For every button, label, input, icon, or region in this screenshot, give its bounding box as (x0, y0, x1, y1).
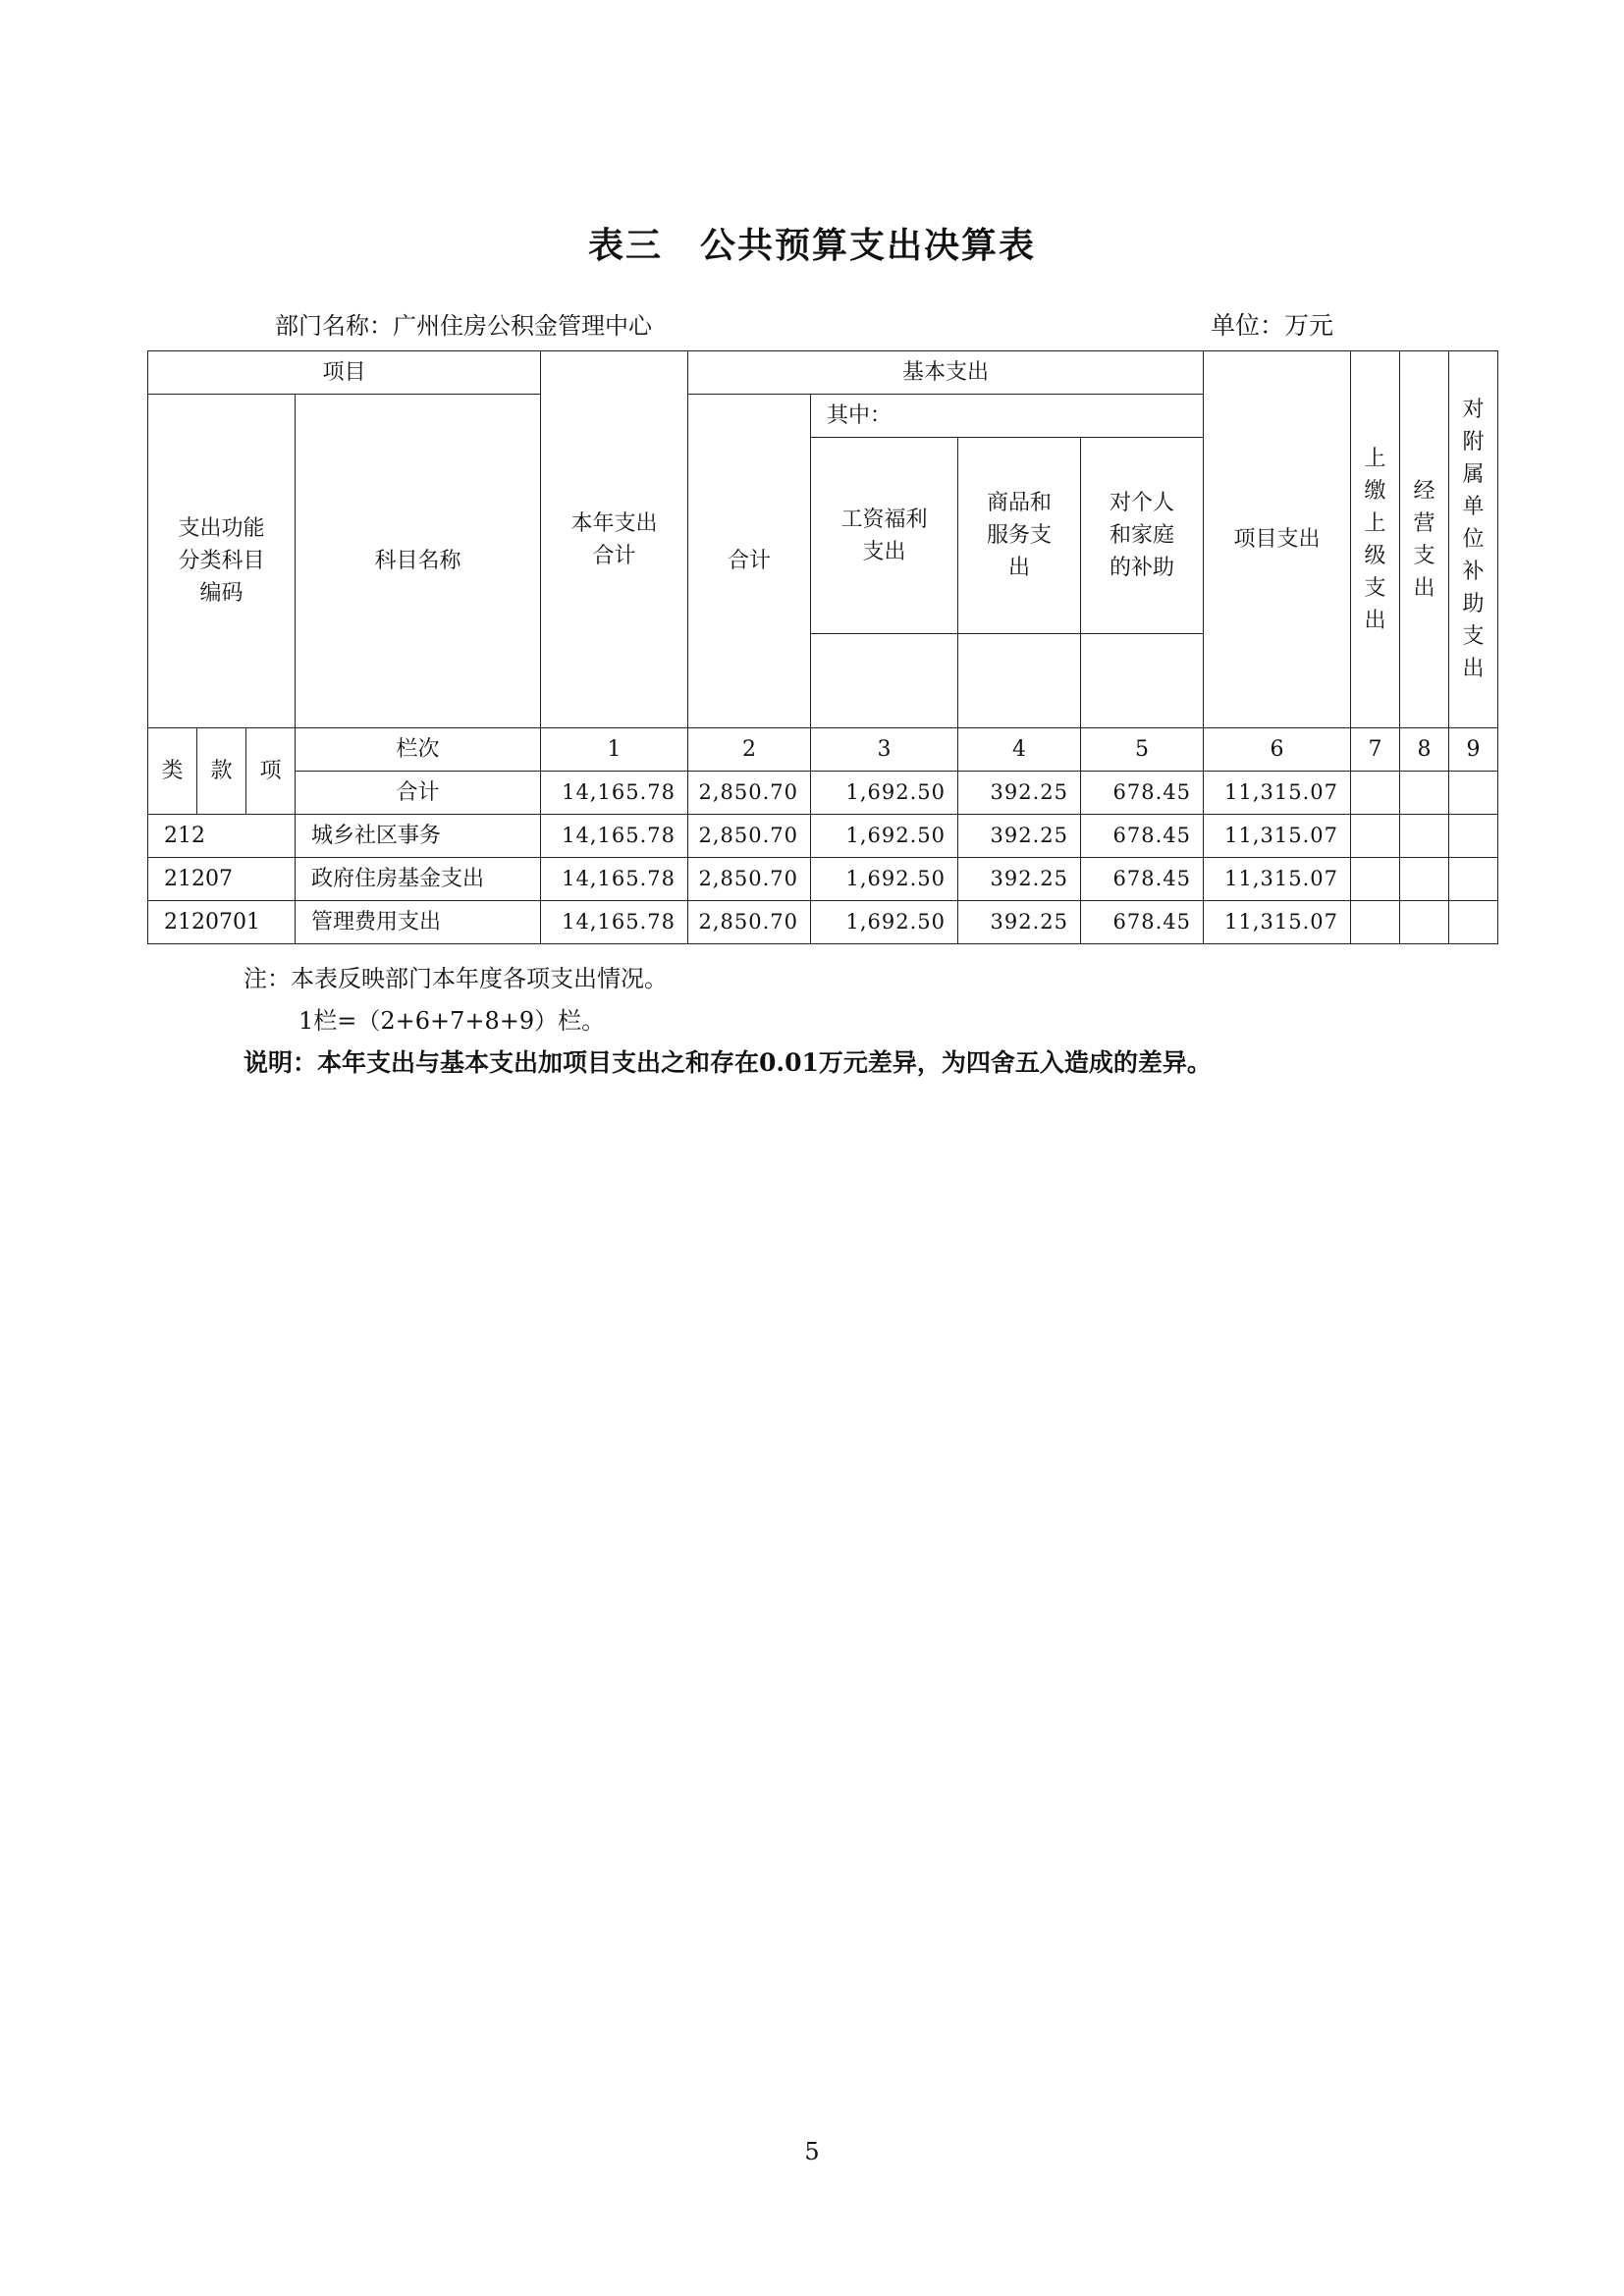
row-name: 城乡社区事务 (296, 815, 541, 858)
table-cell: 14,165.78 (541, 815, 688, 858)
header-subsidy-line: 对个人 (1110, 491, 1175, 515)
header-affiliated-char: 单 (1462, 495, 1485, 519)
table-cell: 1,692.50 (811, 858, 958, 901)
table-cell: 1,692.50 (811, 772, 958, 815)
table-cell: 11,315.07 (1204, 858, 1351, 901)
table-cell (1449, 815, 1498, 858)
header-affiliated-char: 对 (1462, 398, 1485, 422)
table-cell: 678.45 (1081, 815, 1204, 858)
row-code: 2120701 (148, 901, 296, 944)
row-name: 政府住房基金支出 (296, 858, 541, 901)
header-affiliated-char: 附 (1462, 430, 1485, 454)
row-code: 21207 (148, 858, 296, 901)
header-affiliated-char: 助 (1462, 592, 1485, 616)
header-upper-char: 上 (1364, 510, 1386, 536)
col-number: 5 (1081, 728, 1204, 772)
col-number: 6 (1204, 728, 1351, 772)
row-name: 管理费用支出 (296, 901, 541, 944)
header-salary-lower (811, 634, 958, 728)
table-cell: 11,315.07 (1204, 815, 1351, 858)
table-cell: 14,165.78 (541, 772, 688, 815)
header-salary-line: 工资福利 (840, 507, 928, 532)
header-lei: 类 (148, 728, 197, 815)
header-xiang: 项 (246, 728, 296, 815)
header-affiliated-char: 位 (1462, 527, 1485, 552)
row-code: 212 (148, 815, 296, 858)
table-cell: 11,315.07 (1204, 901, 1351, 944)
header-operation-char: 支 (1413, 543, 1435, 568)
table-cell: 2,850.70 (688, 815, 811, 858)
table-cell: 1,692.50 (811, 815, 958, 858)
department-name: 部门名称：广州住房公积金管理中心 (275, 312, 652, 340)
note-2: 1栏=（2+6+7+8+9）栏。 (298, 1007, 606, 1035)
table-cell: 392.25 (958, 901, 1081, 944)
header-code-line: 支出功能 (178, 516, 265, 541)
table-cell: 392.25 (958, 858, 1081, 901)
header-total-year-line: 本年支出 (570, 510, 658, 536)
explanation-note: 说明：本年支出与基本支出加项目支出之和存在0.01万元差异，为四舍五入造成的差异。 (244, 1048, 1212, 1077)
header-subsidy-lower (1081, 634, 1204, 728)
header-kuan: 款 (197, 728, 246, 815)
total-label: 合计 (296, 772, 541, 815)
header-upper-char: 支 (1364, 575, 1386, 601)
page-number: 5 (804, 2138, 820, 2165)
header-affiliated-char: 支 (1462, 624, 1485, 649)
col-number: 8 (1400, 728, 1449, 772)
header-operation-char: 出 (1413, 575, 1435, 601)
table-cell (1400, 772, 1449, 815)
header-affiliated (1449, 351, 1498, 728)
col-number: 3 (811, 728, 958, 772)
header-code-line: 分类科目 (178, 549, 265, 573)
header-operation-char: 营 (1413, 510, 1435, 536)
table-row (148, 901, 1498, 944)
table-cell: 14,165.78 (541, 858, 688, 901)
header-upper-char: 出 (1364, 608, 1386, 633)
header-qizhong: 其中： (811, 395, 1204, 438)
header-affiliated-char: 属 (1462, 462, 1485, 487)
header-upper-char: 缴 (1364, 478, 1386, 504)
table-cell (1351, 772, 1400, 815)
header-code-group (148, 395, 296, 728)
col-number: 2 (688, 728, 811, 772)
header-code-line: 编码 (199, 581, 244, 606)
col-number: 9 (1449, 728, 1498, 772)
header-lanci: 栏次 (296, 728, 541, 772)
table-row (148, 815, 1498, 858)
total-row (148, 772, 1498, 815)
budget-table (147, 350, 1498, 944)
table-cell: 11,315.07 (1204, 772, 1351, 815)
table-cell (1351, 901, 1400, 944)
header-goods-lower (958, 634, 1081, 728)
table-cell (1400, 901, 1449, 944)
table-cell: 392.25 (958, 772, 1081, 815)
header-total-year (541, 351, 688, 728)
table-cell (1449, 901, 1498, 944)
header-salary-line: 支出 (862, 539, 906, 564)
header-upper-char: 上 (1364, 446, 1386, 471)
header-goods-line: 服务支 (987, 523, 1053, 548)
table-cell: 678.45 (1081, 901, 1204, 944)
header-subsidy-line: 和家庭 (1110, 523, 1175, 548)
table-cell (1351, 858, 1400, 901)
header-subsidy (1081, 438, 1204, 634)
table-cell: 1,692.50 (811, 901, 958, 944)
header-operation (1400, 351, 1449, 728)
header-affiliated-char: 补 (1462, 560, 1485, 584)
header-subsidy-line: 的补助 (1110, 556, 1175, 580)
header-basic-total: 合计 (688, 395, 811, 728)
header-basic: 基本支出 (688, 351, 1204, 395)
header-subject-name: 科目名称 (296, 395, 541, 728)
table-cell (1449, 772, 1498, 815)
col-number: 7 (1351, 728, 1400, 772)
note-1: 注：本表反映部门本年度各项支出情况。 (244, 965, 668, 992)
table-cell: 2,850.70 (688, 772, 811, 815)
table-cell: 14,165.78 (541, 901, 688, 944)
unit-label: 单位：万元 (1211, 311, 1334, 340)
header-goods (958, 438, 1081, 634)
table-cell: 392.25 (958, 815, 1081, 858)
page-title: 表三 公共预算支出决算表 (587, 225, 1036, 266)
table-cell (1400, 815, 1449, 858)
table-cell (1449, 858, 1498, 901)
table-cell: 678.45 (1081, 858, 1204, 901)
header-project: 项目支出 (1204, 351, 1351, 728)
header-total-year-line: 合计 (592, 543, 636, 568)
col-number: 1 (541, 728, 688, 772)
table-cell (1351, 815, 1400, 858)
header-operation-char: 经 (1413, 478, 1435, 504)
header-affiliated-char: 出 (1462, 657, 1485, 681)
header-upper-char: 级 (1364, 543, 1386, 568)
header-salary (811, 438, 958, 634)
header-goods-line: 出 (1008, 556, 1031, 580)
header-upper (1351, 351, 1400, 728)
table-cell (1400, 858, 1449, 901)
header-xiangmu: 项目 (148, 351, 541, 395)
header-goods-line: 商品和 (987, 491, 1053, 515)
col-number: 4 (958, 728, 1081, 772)
table-cell: 2,850.70 (688, 858, 811, 901)
table-row (148, 858, 1498, 901)
table-cell: 2,850.70 (688, 901, 811, 944)
table-cell: 678.45 (1081, 772, 1204, 815)
